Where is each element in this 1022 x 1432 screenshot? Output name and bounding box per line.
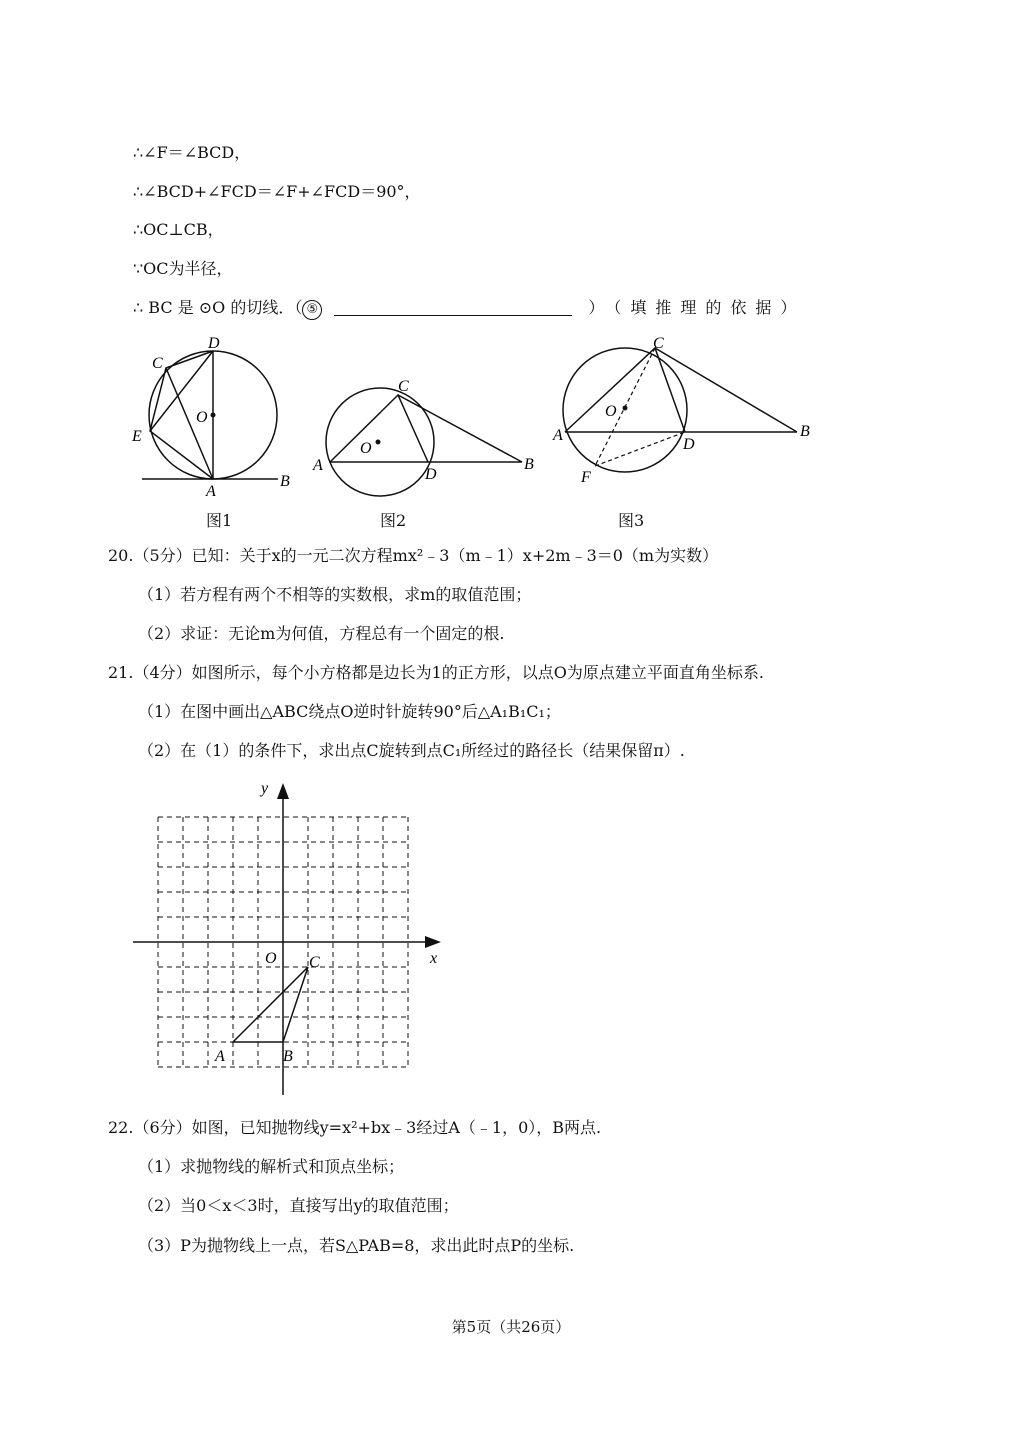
fig1-caption: 图1 <box>206 511 233 530</box>
q21-part-2: （2）在（1）的条件下，求出点C旋转到点C₁所经过的路径长（结果保留π）. <box>138 741 685 760</box>
proof-line-1-text: ∴∠F＝∠BCD， <box>133 143 251 162</box>
fig2-label-c: C <box>398 378 409 395</box>
fig2-label-d: D <box>425 466 437 483</box>
fig3-label-a: A <box>553 427 563 444</box>
grid-label-c: C <box>309 954 320 971</box>
proof-line-4-text: ∵OC为半径， <box>133 259 233 278</box>
q20-part-1: （1）若方程有两个不相等的实数根，求m的取值范围； <box>138 585 532 604</box>
proof-line-3-text: ∴OC⊥CB， <box>133 220 224 239</box>
q22-stem: 22.（6分）如图，已知抛物线y=x²+bx﹣3经过A（﹣1，0），B两点. <box>108 1118 602 1137</box>
answer-blank[interactable] <box>334 301 572 316</box>
fig3-label-c: C <box>653 335 664 352</box>
proof-line-1 <box>133 143 250 163</box>
q20-stem: 20.（5分）已知：关于x的一元二次方程mx²﹣3（m﹣1）x+2m﹣3＝0（m为实数） <box>108 546 719 565</box>
proof-line-5-start: ∴ BC 是 ⊙O 的切线．（ <box>133 298 303 317</box>
proof-line-2-text: ∴∠BCD+∠FCD＝∠F+∠FCD＝90°， <box>133 182 421 201</box>
fig1-label-b: B <box>280 473 290 490</box>
grid-label-a: A <box>215 1048 225 1065</box>
q21-stem: 21.（4分）如图所示，每个小方格都是边长为1的正方形，以点O为原点建立平面直角坐标系. <box>108 663 765 682</box>
step-number-badge: ⑤ <box>302 300 322 320</box>
fig3-caption: 图3 <box>618 511 645 530</box>
grid-y-label: y <box>261 780 269 797</box>
proof-line-3 <box>133 220 224 240</box>
figure-2 <box>310 375 550 500</box>
fig3-label-o: O <box>605 403 617 420</box>
proof-line-4 <box>133 259 233 279</box>
proof-line-5-end: ）（填推理的依据） <box>588 298 806 317</box>
figure-3 <box>545 330 825 490</box>
grid-label-b: B <box>283 1048 293 1065</box>
fig1-label-d: D <box>208 335 220 352</box>
fig1-label-e: E <box>132 428 142 445</box>
fig2-label-o: O <box>360 440 372 457</box>
q22-part-2: （2）当0＜x＜3时，直接写出y的取值范围； <box>138 1196 459 1215</box>
proof-line-5 <box>133 298 805 320</box>
q20-part-2: （2）求证：无论m为何值，方程总有一个固定的根. <box>138 624 505 643</box>
fig1-label-o: O <box>196 409 208 426</box>
q21-part-1: （1）在图中画出△ABC绕点O逆时针旋转90°后△A₁B₁C₁； <box>138 702 561 721</box>
figure-1 <box>130 330 310 500</box>
fig3-label-f: F <box>581 469 591 486</box>
fig1-label-a: A <box>206 483 216 500</box>
fig3-label-d: D <box>683 436 695 453</box>
grid-origin-label: O <box>265 950 277 967</box>
q22-part-1: （1）求抛物线的解析式和顶点坐标； <box>138 1157 405 1176</box>
fig2-caption: 图2 <box>380 511 407 530</box>
q22-part-3: （3）P为抛物线上一点，若S△PAB=8，求出此时点P的坐标. <box>138 1236 575 1255</box>
fig2-label-a: A <box>313 457 323 474</box>
fig2-label-b: B <box>524 456 534 473</box>
grid-x-label: x <box>430 950 438 967</box>
page-footer: 第5页（共26页） <box>451 1318 571 1336</box>
proof-line-2 <box>133 182 421 202</box>
fig3-label-b: B <box>800 423 810 440</box>
coordinate-grid <box>125 775 455 1100</box>
fig1-label-c: C <box>152 355 163 372</box>
